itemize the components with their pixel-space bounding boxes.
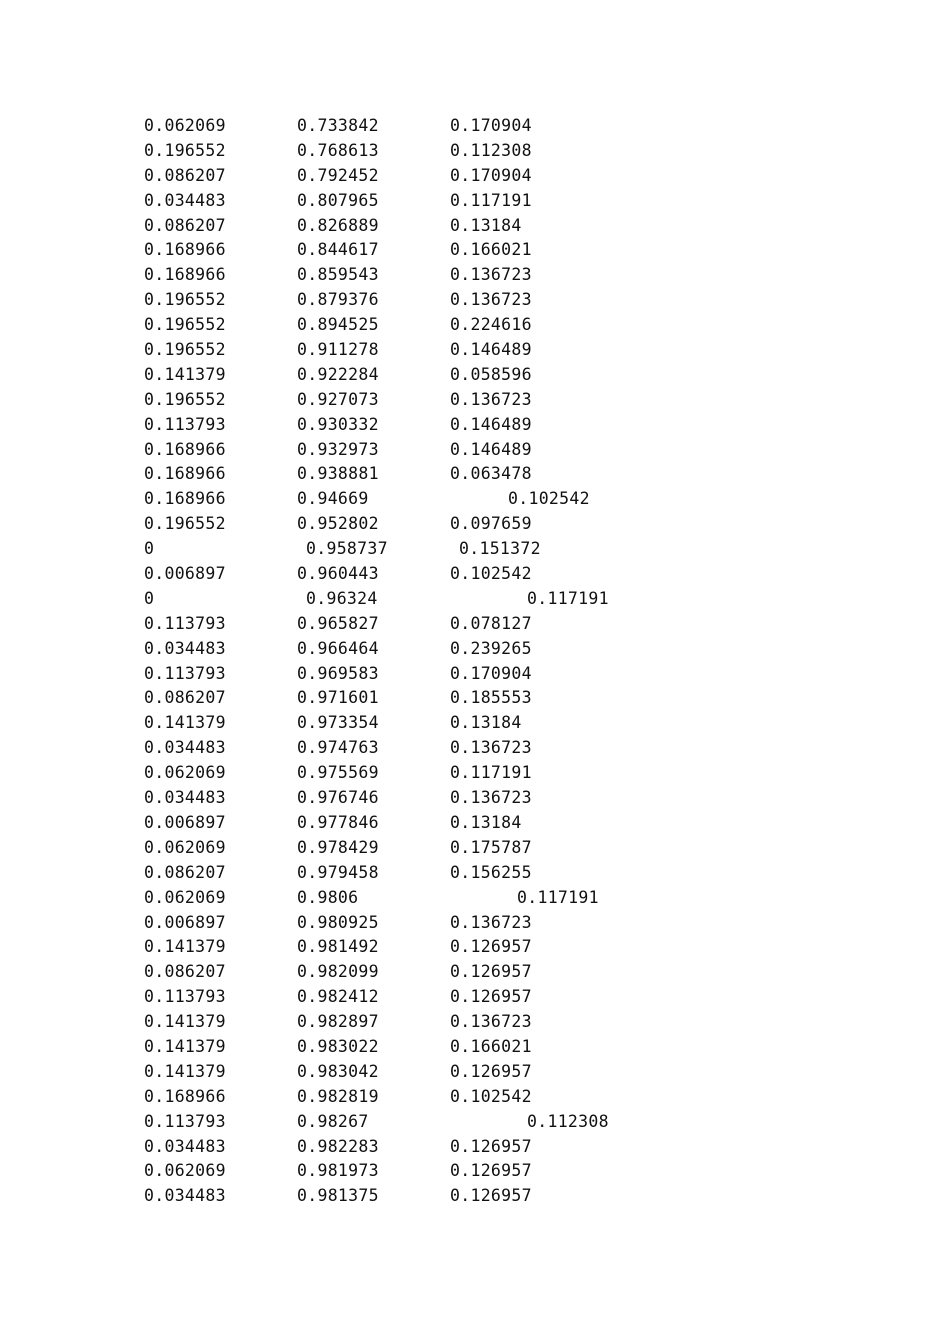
table-cell-col3: 0.063478 — [450, 464, 532, 484]
table-cell-col1: 0.168966 — [144, 265, 226, 285]
table-cell-col3: 0.126957 — [450, 962, 532, 982]
table-cell-col1: 0.086207 — [144, 165, 226, 185]
table-cell-col1: 0.034483 — [144, 1136, 226, 1156]
table-cell-col2: 0.981375 — [297, 1186, 379, 1206]
table-cell-col2: 0.960443 — [297, 564, 379, 584]
table-cell-col3: 0.146489 — [450, 340, 532, 360]
table-row — [0, 487, 950, 512]
table-cell-col1: 0.086207 — [144, 862, 226, 882]
table-cell-col3: 0.175787 — [450, 837, 532, 857]
table-cell-col1: 0.113793 — [144, 414, 226, 434]
table-cell-col1: 0.113793 — [144, 987, 226, 1007]
table-cell-col1: 0.196552 — [144, 315, 226, 335]
table-cell-col1: 0.006897 — [144, 812, 226, 832]
table-cell-col3: 0.166021 — [450, 240, 532, 260]
table-cell-col1: 0.034483 — [144, 788, 226, 808]
table-cell-col1: 0.113793 — [144, 1111, 226, 1131]
table-row — [0, 736, 950, 761]
table-row — [0, 413, 950, 438]
table-cell-col1: 0.086207 — [144, 688, 226, 708]
table-cell-col3: 0.102542 — [508, 489, 590, 509]
table-cell-col2: 0.982283 — [297, 1136, 379, 1156]
table-row — [0, 1085, 950, 1110]
table-cell-col2: 0.958737 — [306, 539, 388, 559]
table-cell-col3: 0.146489 — [450, 414, 532, 434]
table-cell-col3: 0.117191 — [527, 588, 609, 608]
table-cell-col2: 0.792452 — [297, 165, 379, 185]
table-row — [0, 512, 950, 537]
table-cell-col3: 0.112308 — [527, 1111, 609, 1131]
table-row — [0, 1035, 950, 1060]
table-cell-col1: 0.113793 — [144, 663, 226, 683]
table-cell-col3: 0.112308 — [450, 140, 532, 160]
table-cell-col2: 0.911278 — [297, 340, 379, 360]
table-row — [0, 1010, 950, 1035]
table-cell-col3: 0.117191 — [517, 887, 599, 907]
table-row — [0, 911, 950, 936]
table-row — [0, 562, 950, 587]
table-row — [0, 164, 950, 189]
table-cell-col3: 0.058596 — [450, 364, 532, 384]
table-row — [0, 861, 950, 886]
table-cell-col2: 0.966464 — [297, 638, 379, 658]
table-cell-col1: 0.006897 — [144, 912, 226, 932]
table-cell-col3: 0.117191 — [450, 763, 532, 783]
table-row — [0, 662, 950, 687]
table-cell-col2: 0.976746 — [297, 788, 379, 808]
table-cell-col1: 0.168966 — [144, 1086, 226, 1106]
table-cell-col1: 0.006897 — [144, 564, 226, 584]
table-row — [0, 886, 950, 911]
table-cell-col3: 0.185553 — [450, 688, 532, 708]
table-cell-col2: 0.982099 — [297, 962, 379, 982]
table-cell-col2: 0.879376 — [297, 290, 379, 310]
table-cell-col2: 0.938881 — [297, 464, 379, 484]
table-cell-col1: 0.168966 — [144, 464, 226, 484]
table-cell-col2: 0.982897 — [297, 1012, 379, 1032]
table-row — [0, 612, 950, 637]
table-cell-col1: 0.062069 — [144, 837, 226, 857]
table-cell-col2: 0.859543 — [297, 265, 379, 285]
table-cell-col2: 0.981973 — [297, 1161, 379, 1181]
table-cell-col2: 0.971601 — [297, 688, 379, 708]
table-cell-col1: 0.168966 — [144, 240, 226, 260]
table-cell-col3: 0.151372 — [459, 539, 541, 559]
table-cell-col1: 0.196552 — [144, 389, 226, 409]
table-cell-col3: 0.136723 — [450, 265, 532, 285]
table-row — [0, 537, 950, 562]
table-row — [0, 263, 950, 288]
table-row — [0, 139, 950, 164]
table-row — [0, 935, 950, 960]
table-cell-col1: 0.196552 — [144, 290, 226, 310]
table-cell-col1: 0.062069 — [144, 116, 226, 135]
table-cell-col2: 0.978429 — [297, 837, 379, 857]
table-row — [0, 711, 950, 736]
table-cell-col3: 0.156255 — [450, 862, 532, 882]
table-cell-col2: 0.952802 — [297, 514, 379, 534]
table-cell-col3: 0.097659 — [450, 514, 532, 534]
table-cell-col2: 0.979458 — [297, 862, 379, 882]
table-row — [0, 811, 950, 836]
table-cell-col1: 0.141379 — [144, 1036, 226, 1056]
table-cell-col2: 0.975569 — [297, 763, 379, 783]
table-cell-col2: 0.980925 — [297, 912, 379, 932]
table-cell-col2: 0.981492 — [297, 937, 379, 957]
table-cell-col1: 0.168966 — [144, 489, 226, 509]
table-cell-col3: 0.078127 — [450, 613, 532, 633]
table-cell-col3: 0.102542 — [450, 564, 532, 584]
table-cell-col3: 0.136723 — [450, 389, 532, 409]
table-cell-col2: 0.94669 — [297, 489, 369, 509]
table-cell-col3: 0.146489 — [450, 439, 532, 459]
table-cell-col1: 0 — [144, 588, 155, 608]
table-cell-col2: 0.9806 — [297, 887, 359, 907]
table-cell-col3: 0.224616 — [450, 315, 532, 335]
table-cell-col1: 0.034483 — [144, 638, 226, 658]
table-cell-col1: 0.062069 — [144, 763, 226, 783]
table-row — [0, 388, 950, 413]
table-cell-col2: 0.98267 — [297, 1111, 369, 1131]
table-cell-col1: 0.141379 — [144, 1061, 226, 1081]
table-row — [0, 462, 950, 487]
table-cell-col3: 0.102542 — [450, 1086, 532, 1106]
table-row — [0, 189, 950, 214]
table-cell-col3: 0.170904 — [450, 116, 532, 135]
table-row — [0, 338, 950, 363]
table-row — [0, 363, 950, 388]
table-cell-col3: 0.126957 — [450, 1136, 532, 1156]
table-row — [0, 786, 950, 811]
table-cell-col1: 0.034483 — [144, 738, 226, 758]
table-row — [0, 761, 950, 786]
table-cell-col1: 0.141379 — [144, 937, 226, 957]
table-cell-col3: 0.126957 — [450, 1161, 532, 1181]
table-cell-col3: 0.239265 — [450, 638, 532, 658]
table-cell-col2: 0.973354 — [297, 713, 379, 733]
table-cell-col2: 0.894525 — [297, 315, 379, 335]
table-cell-col2: 0.807965 — [297, 190, 379, 210]
table-cell-col1: 0.086207 — [144, 962, 226, 982]
table-cell-col2: 0.733842 — [297, 116, 379, 135]
table-cell-col3: 0.170904 — [450, 165, 532, 185]
table-cell-col1: 0.168966 — [144, 439, 226, 459]
table-cell-col2: 0.982412 — [297, 987, 379, 1007]
table-cell-col1: 0.034483 — [144, 190, 226, 210]
table-row — [0, 1110, 950, 1135]
table-cell-col2: 0.96324 — [306, 588, 378, 608]
table-cell-col1: 0.141379 — [144, 364, 226, 384]
table-cell-col1: 0.141379 — [144, 713, 226, 733]
table-row — [0, 313, 950, 338]
table-cell-col3: 0.126957 — [450, 937, 532, 957]
table-cell-col2: 0.974763 — [297, 738, 379, 758]
table-cell-col1: 0.086207 — [144, 215, 226, 235]
table-cell-col1: 0.062069 — [144, 1161, 226, 1181]
table-cell-col2: 0.768613 — [297, 140, 379, 160]
table-cell-col2: 0.983022 — [297, 1036, 379, 1056]
table-row — [0, 214, 950, 239]
table-row — [0, 238, 950, 263]
table-cell-col2: 0.965827 — [297, 613, 379, 633]
table-cell-col2: 0.930332 — [297, 414, 379, 434]
table-row — [0, 960, 950, 985]
table-row — [0, 1184, 950, 1209]
table-cell-col1: 0.034483 — [144, 1186, 226, 1206]
table-row — [0, 836, 950, 861]
table-cell-col3: 0.166021 — [450, 1036, 532, 1056]
table-cell-col3: 0.126957 — [450, 987, 532, 1007]
table-cell-col1: 0.196552 — [144, 140, 226, 160]
table-row — [0, 637, 950, 662]
table-cell-col3: 0.13184 — [450, 812, 522, 832]
table-row — [0, 985, 950, 1010]
table-cell-col2: 0.983042 — [297, 1061, 379, 1081]
table-cell-col3: 0.136723 — [450, 738, 532, 758]
table-cell-col2: 0.826889 — [297, 215, 379, 235]
table-cell-col1: 0.062069 — [144, 887, 226, 907]
table-cell-col3: 0.13184 — [450, 215, 522, 235]
table-cell-col3: 0.126957 — [450, 1061, 532, 1081]
table-row — [0, 1060, 950, 1085]
table-cell-col3: 0.126957 — [450, 1186, 532, 1206]
table-cell-col3: 0.13184 — [450, 713, 522, 733]
table-cell-col2: 0.982819 — [297, 1086, 379, 1106]
table-cell-col1: 0.196552 — [144, 514, 226, 534]
table-row — [0, 1159, 950, 1184]
table-row — [0, 114, 950, 139]
table-cell-col2: 0.977846 — [297, 812, 379, 832]
table-cell-col3: 0.136723 — [450, 290, 532, 310]
table-cell-col1: 0 — [144, 539, 155, 559]
table-row — [0, 438, 950, 463]
table-cell-col3: 0.170904 — [450, 663, 532, 683]
table-cell-col2: 0.969583 — [297, 663, 379, 683]
table-cell-col1: 0.141379 — [144, 1012, 226, 1032]
table-cell-col2: 0.844617 — [297, 240, 379, 260]
table-cell-col2: 0.932973 — [297, 439, 379, 459]
table-cell-col3: 0.136723 — [450, 1012, 532, 1032]
table-cell-col2: 0.922284 — [297, 364, 379, 384]
data-table — [0, 114, 950, 1209]
table-row — [0, 288, 950, 313]
table-cell-col1: 0.113793 — [144, 613, 226, 633]
table-row — [0, 1135, 950, 1160]
table-cell-col3: 0.117191 — [450, 190, 532, 210]
table-cell-col3: 0.136723 — [450, 912, 532, 932]
table-cell-col1: 0.196552 — [144, 340, 226, 360]
table-row — [0, 686, 950, 711]
table-row — [0, 587, 950, 612]
table-cell-col3: 0.136723 — [450, 788, 532, 808]
table-cell-col2: 0.927073 — [297, 389, 379, 409]
